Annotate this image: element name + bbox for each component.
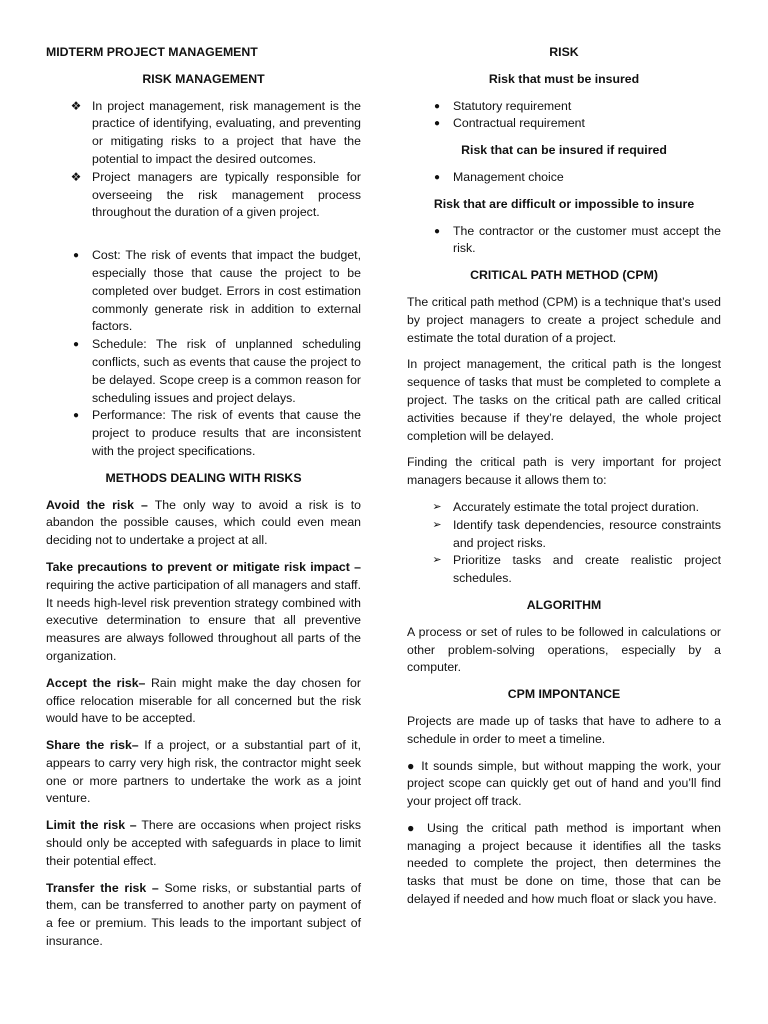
bullet-icon: ● xyxy=(433,100,441,112)
if-required-heading: Risk that can be insured if required xyxy=(461,143,667,158)
list-item: ● Management choice xyxy=(407,169,721,187)
risk-management-heading: RISK MANAGEMENT xyxy=(142,71,265,86)
list-item: ➢ Accurately estimate the total project duration. xyxy=(407,499,721,517)
bullet-icon: ● xyxy=(72,250,80,262)
method-paragraph: Take precautions to prevent or mitigate risk impact – requiring the active participation of all managers and staff. It needs high-level risk prevention strategy combined with executive determination to ensure that all preventive measures are always followed throughout all parts of the organization. xyxy=(46,559,361,663)
list-item: ❖ In project management, risk management is the practice of identifying, evaluating, and preventing or mitigating risks to a project that have the potential to impact the desired outcomes. xyxy=(46,98,361,169)
risk-heading: RISK xyxy=(549,45,579,59)
list-item: ● Performance: The risk of events that cause the project to produce results that are inconsistent with the project specifications. xyxy=(46,407,361,460)
importance-paragraph: ● Using the critical path method is important when managing a project because it identifies all the tasks needed to complete the project, then determines the tasks that must be done on time, those that can be delayed if needed and how much float or slack you have. xyxy=(407,820,721,907)
method-paragraph: Avoid the risk – The only way to avoid a risk is to abandon the possible causes, which could even mean deciding not to undertake a project at all. xyxy=(46,497,361,548)
importance-paragraph: Projects are made up of tasks that have to adhere to a schedule in order to meet a timeline. xyxy=(407,713,721,746)
if-required-list xyxy=(407,169,721,187)
cpm-paragraph: Finding the critical path is very important for project managers because it allows them to: xyxy=(407,455,721,488)
method-paragraph: Transfer the risk – Some risks, or substantial parts of them, can be transferred to another party on payment of a fee or premium. This leads to the important subject of insurance. xyxy=(46,880,361,949)
method-paragraph: Share the risk– If a project, or a substantial part of it, appears to carry very high risk, the contractor might seek one or more partners to undertake the work as a joint venture. xyxy=(46,738,361,806)
cpm-heading: CRITICAL PATH METHOD (CPM) xyxy=(470,268,658,283)
left-column xyxy=(46,44,361,960)
bullet-icon: ● xyxy=(72,339,80,351)
arrowhead-bullet-icon: ➢ xyxy=(432,518,442,531)
difficult-list xyxy=(407,223,721,259)
bullet-icon: ● xyxy=(433,225,441,237)
arrowhead-bullet-icon: ➢ xyxy=(432,554,442,567)
difficult-heading: Risk that are difficult or impossible to insure xyxy=(433,196,695,211)
list-item: ➢ Prioritize tasks and create realistic project schedules. xyxy=(407,552,721,588)
must-insured-list xyxy=(407,98,721,134)
bullet-icon: ● xyxy=(433,171,441,183)
list-item: ➢ Identify task dependencies, resource constraints and project risks. xyxy=(407,517,721,553)
cpm-importance-heading: CPM IMPONTANCE xyxy=(507,687,621,702)
cpm-benefits-list xyxy=(407,499,721,588)
arrowhead-bullet-icon: ➢ xyxy=(432,500,442,513)
list-item: ● The contractor or the customer must accept the risk. xyxy=(407,223,721,259)
right-column xyxy=(407,44,721,918)
risk-types-list xyxy=(46,247,361,461)
bullet-icon: ● xyxy=(433,118,441,130)
bullet-icon: ● xyxy=(72,410,80,422)
algorithm-paragraph: A process or set of rules to be followed in calculations or other problem-solving operations, especially by a computer. xyxy=(407,624,721,675)
list-item: ● Contractual requirement xyxy=(407,115,721,133)
intro-list xyxy=(46,98,361,223)
list-item: ● Cost: The risk of events that impact the budget, especially those that cause the project to be completed over budget. Errors in cost estimation commonly generate risk in addition to external factors. xyxy=(46,247,361,336)
algorithm-heading: ALGORITHM xyxy=(526,597,602,612)
document-title: MIDTERM PROJECT MANAGEMENT xyxy=(46,45,258,59)
must-insured-heading: Risk that must be insured xyxy=(488,71,640,86)
diamond-bullet-icon: ❖ xyxy=(70,98,82,113)
list-item: ● Statutory requirement xyxy=(407,98,721,116)
importance-paragraph: ● It sounds simple, but without mapping the work, your project scope can quickly get out of hand and you’ll find your project off track. xyxy=(407,758,721,809)
methods-heading: METHODS DEALING WITH RISKS xyxy=(105,470,302,485)
cpm-paragraph: The critical path method (CPM) is a technique that’s used by project managers to create a project schedule and estimate the total duration of a project. xyxy=(407,294,721,345)
method-paragraph: Accept the risk– Rain might make the day chosen for office relocation miserable for all concerned but the risk would have to be accepted. xyxy=(46,675,361,726)
list-item: ● Schedule: The risk of unplanned scheduling conflicts, such as events that cause the project to be delayed. Scope creep is a common reason for scheduling issues and project delays. xyxy=(46,336,361,407)
cpm-paragraph: In project management, the critical path is the longest sequence of tasks that must be completed to complete a project. The tasks on the critical path are called critical activities because if they’re delayed, the whole project completion will be delayed. xyxy=(407,357,721,443)
method-paragraph: Limit the risk – There are occasions when project risks should only be accepted with safeguards in place to limit their potential effect. xyxy=(46,818,361,868)
diamond-bullet-icon: ❖ xyxy=(70,169,82,184)
list-item: ❖ Project managers are typically responsible for overseeing the risk management process throughout the duration of a given project. xyxy=(46,169,361,222)
